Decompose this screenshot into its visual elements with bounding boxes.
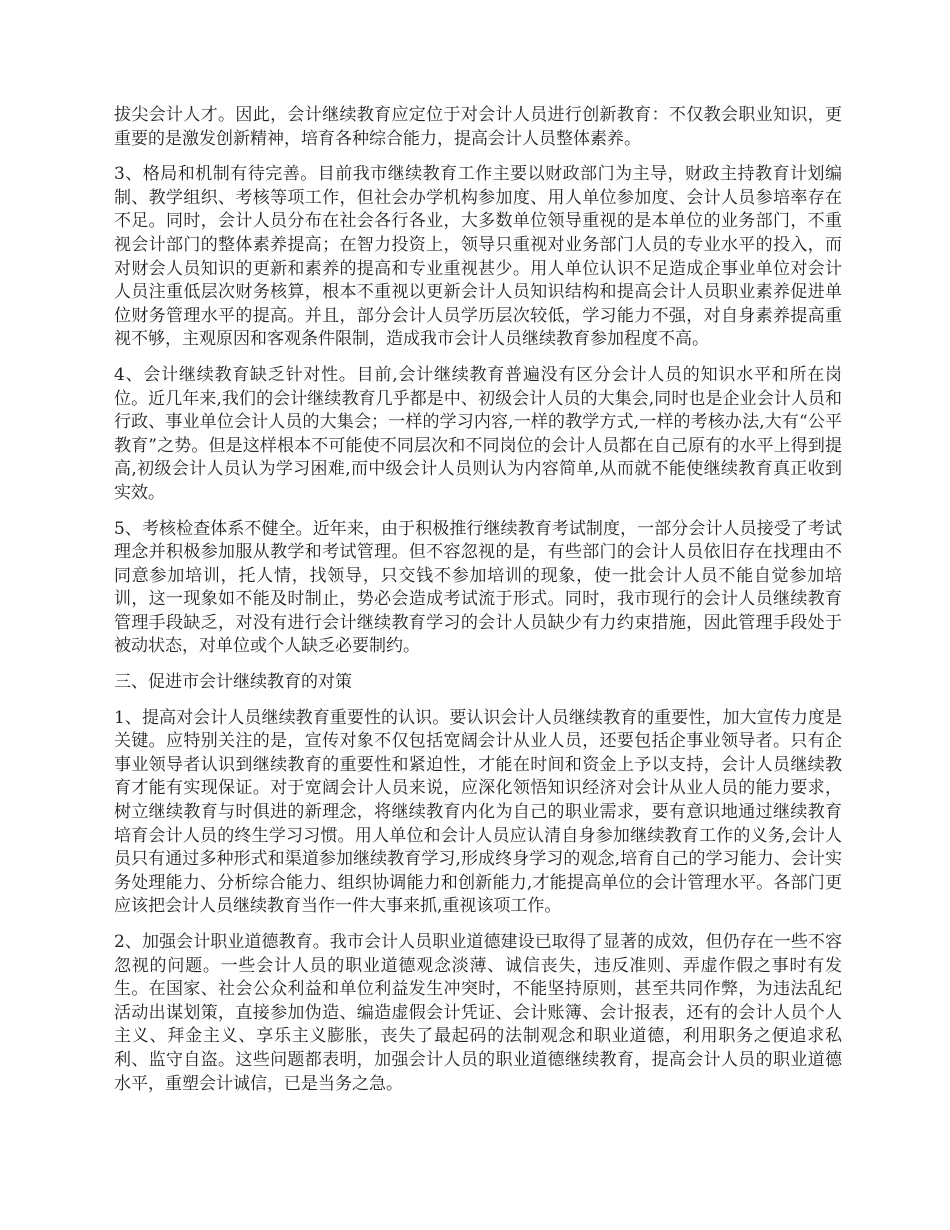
paragraph-intro-continuation: 拔尖会计人才。因此，会计继续教育应定位于对会计人员进行创新教育：不仅教会职业知识，更重要的是激发创新精神，培育各种综合能力，提高会计人员整体素养。 bbox=[114, 105, 842, 149]
paragraph-measure-1: 1、提高对会计人员继续教育重要性的认识。要认识会计人员继续教育的重要性，加大宣传力度是关键。应特别关注的是，宣传对象不仅包括宽阔会计从业人员，还要包括企事业领导者。只有企事业领导者认识到继续教育的重要性和紧迫性，才能在时间和资金上予以支持，会计人员继续教育才能有实现保证。对于宽阔会计人员来说，应深化领悟知识经济对会计从业人员的能力要求，树立继续教育与时俱进的新理念，将继续教育内化为自己的职业需求，要有意识地通过继续教育培育会计人员的终生学习习惯。用人单位和会计人员应认清自身参加继续教育工作的义务,会计人员只有通过多种形式和渠道参加继续教育学习,形成终身学习的观念,培育自己的学习能力、会计实务处理能力、分析综合能力、组织协调能力和创新能力,才能提高单位的会计管理水平。各部门更应该把会计人员继续教育当作一件大事来抓,重视该项工作。 bbox=[114, 707, 842, 917]
document-page bbox=[114, 104, 842, 1108]
paragraph-point-5: 5、考核检查体系不健全。近年来，由于积极推行继续教育考试制度，一部分会计人员接受了考试理念并积极参加服从教学和考试管理。但不容忽视的是，有些部门的会计人员依旧存在找理由不同意参加培训，托人情，找领导，只交钱不参加培训的现象，使一批会计人员不能自觉参加培训，这一现象如不能及时制止，势必会造成考试流于形式。同时，我市现行的会计人员继续教育管理手段缺乏，对没有进行会计继续教育学习的会计人员缺少有力约束措施，因此管理手段处于被动状态，对单位或个人缺乏必要制约。 bbox=[114, 518, 842, 657]
section-heading: 三、促进市会计继续教育的对策 bbox=[114, 672, 352, 693]
paragraph-point-3: 3、格局和机制有待完善。目前我市继续教育工作主要以财政部门为主导，财政主持教育计划编制、教学组织、考核等项工作，但社会办学机构参加度、用人单位参加度、会计人员参培率存在不足。同时，会计人员分布在社会各行各业，大多数单位领导重视的是本单位的业务部门，不重视会计部门的整体素养提高；在智力投资上，领导只重视对业务部门人员的专业水平的投入，而对财会人员知识的更新和素养的提高和专业重视甚少。用人单位认识不足造成企事业单位对会计人员注重低层次财务核算，根本不重视以更新会计人员知识结构和提高会计人员职业素养促进单位财务管理水平的提高。并且，部分会计人员学历层次较低，学习能力不强，对自身素养提高重视不够，主观原因和客观条件限制，造成我市会计人员继续教育参加程度不高。 bbox=[114, 164, 842, 350]
paragraph-measure-2: 2、加强会计职业道德教育。我市会计人员职业道德建设已取得了显著的成效，但仍存在一些不容忽视的问题。一些会计人员的职业道德观念淡薄、诚信丧失，违反准则、弄虚作假之事时有发生。在国家、社会公众利益和单位利益发生冲突时，不能坚持原则，甚至共同作弊，为违法乱纪活动出谋划策，直接参加伪造、编造虚假会计凭证、会计账簿、会计报表，还有的会计人员个人主义、拜金主义、享乐主义膨胀，丧失了最起码的法制观念和职业道德，利用职务之便追求私利、监守自盗。这些问题都表明，加强会计人员的职业道德继续教育，提高会计人员的职业道德水平，重塑会计诚信，已是当务之急。 bbox=[114, 932, 842, 1094]
paragraph-point-4: 4、会计继续教育缺乏针对性。目前,会计继续教育普遍没有区分会计人员的知识水平和所在岗位。近几年来,我们的会计继续教育几乎都是中、初级会计人员的大集会,同时也是企业会计人员和行政、事业单位会计人员的大集会；一样的学习内容,一样的教学方式,一样的考核办法,大有“公平教育”之势。但是这样根本不可能使不同层次和不同岗位的会计人员都在自己原有的水平上得到提高,初级会计人员认为学习困难,而中级会计人员则认为内容简单,从而就不能使继续教育真正收到实效。 bbox=[114, 364, 842, 503]
